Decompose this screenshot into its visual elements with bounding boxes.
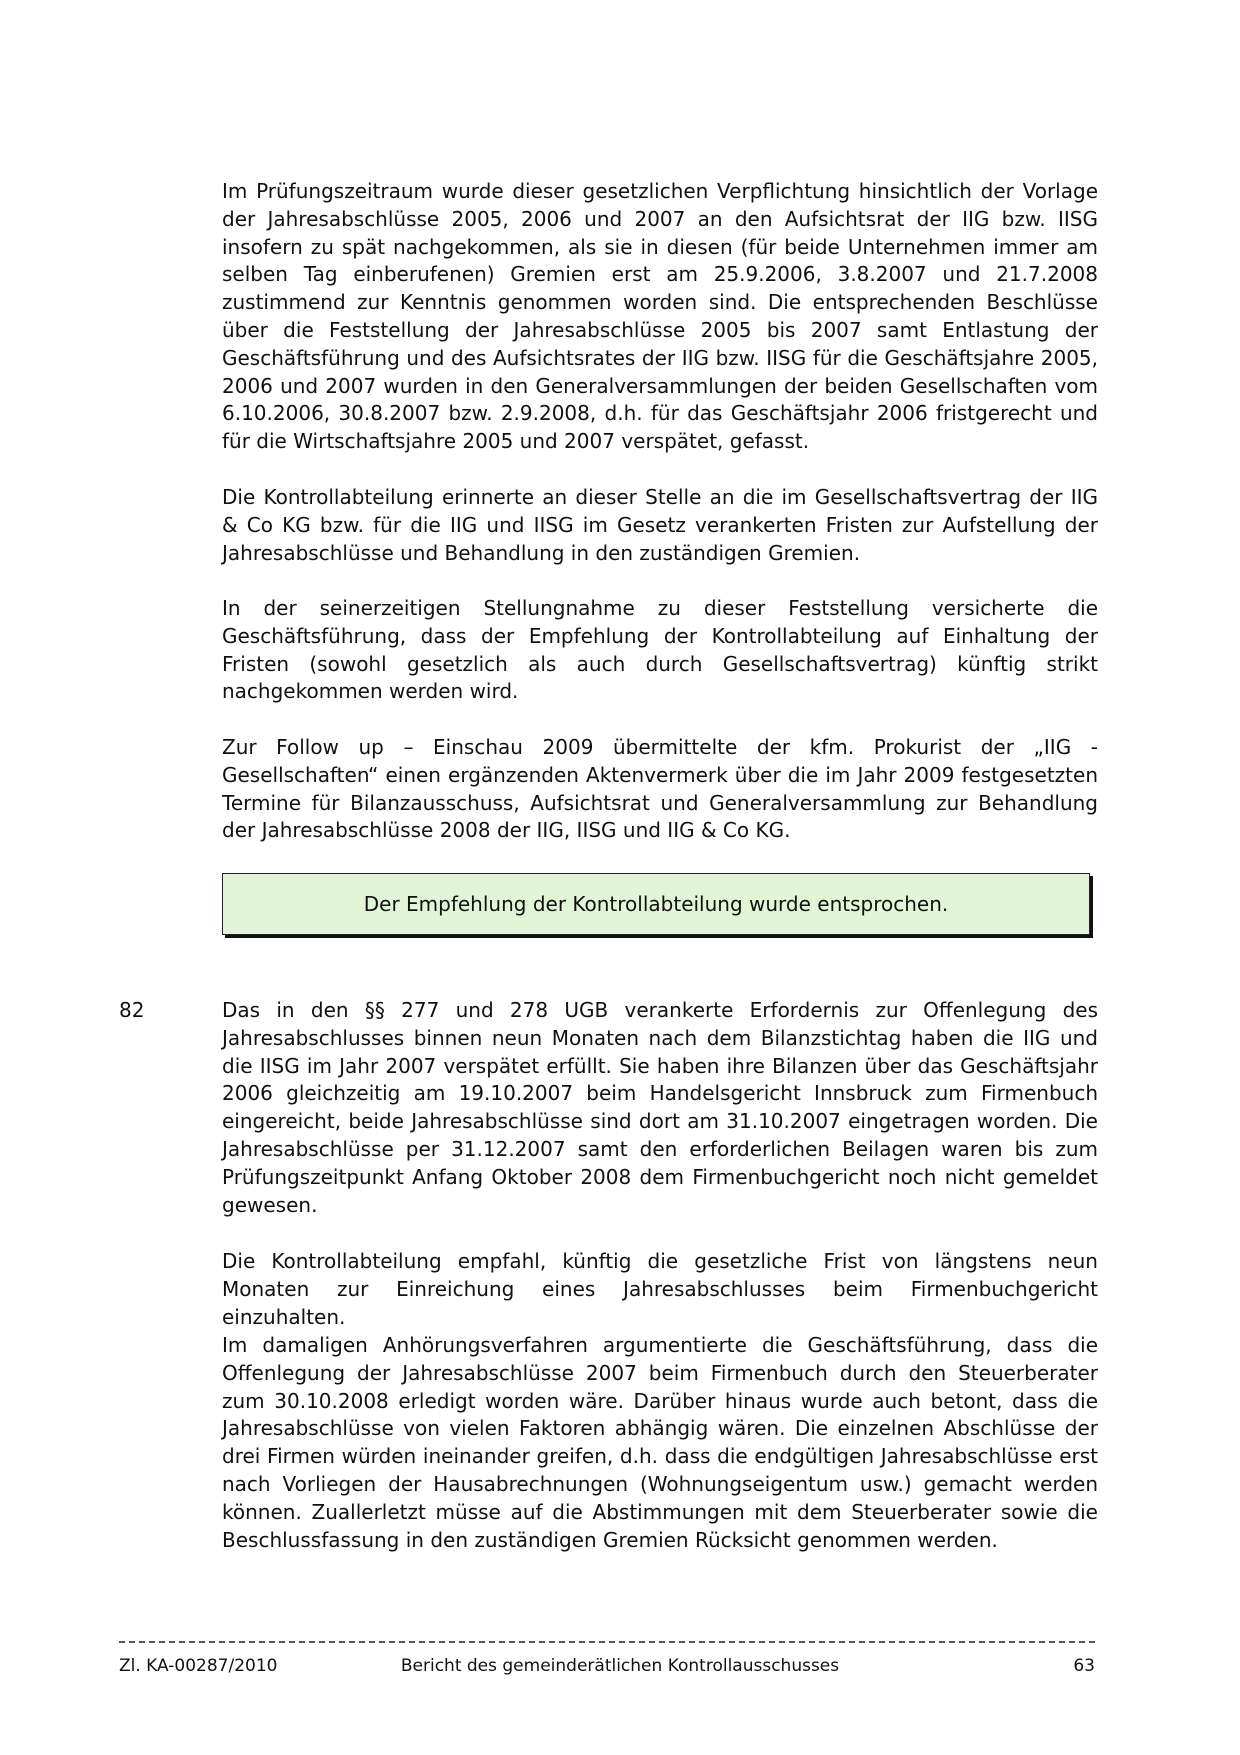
paragraph-audit-period: Im Prüfungszeitraum wurde dieser gesetzlichen Verpflichtung hinsichtlich der Vorlage der Jahresabschlüsse 2005, 2006 und 2007 an den Aufsichtsrat der IIG bzw. IISG insofern zu spät nachgekommen, als sie in diesen (für beide Unternehmen immer am selben Tag einberufenen) Gremien erst am 25.9.2006, 3.8.2007 und 21.7.2008 zustimmend zur Kenntnis genommen worden sind. Die entsprechenden Beschlüsse über die Feststellung der Jahresabschlüsse 2005 bis 2007 samt Entlastung der Geschäftsführung und des Aufsichtsrates der IIG bzw. IISG für die Geschäftsjahre 2005, 2006 und 2007 wurden in den Generalversammlungen der beiden Gesellschaften vom 6.10.2006, 30.8.2007 bzw. 2.9.2008, d.h. für das Geschäftsjahr 2006 fristgerecht und für die Wirtschaftsjahre 2005 und 2007 verspätet, gefasst. bbox=[222, 179, 1098, 454]
paragraph-disclosure-requirement: Das in den §§ 277 und 278 UGB verankerte Erfordernis zur Offenlegung des Jahresabschlusses binnen neun Monaten nach dem Bilanzstichtag haben die IIG und die IISG im Jahr 2007 verspätet erfüllt. Sie haben ihre Bilanzen über das Geschäftsjahr 2006 gleichzeitig am 19.10.2007 beim Handelsgericht Innsbruck zum Firmenbuch eingereicht, beide Jahresabschlüsse sind dort am 31.10.2007 eingetragen worden. Die Jahresabschlüsse per 31.12.2007 samt den erforderlichen Beilagen waren bis zum Prüfungszeitpunkt Anfang Oktober 2008 dem Firmenbuchgericht noch nicht gemeldet gewesen. bbox=[222, 998, 1098, 1217]
footer-divider bbox=[119, 1641, 1095, 1643]
recommendation-fulfilled-text: Der Empfehlung der Kontrollabteilung wurde entsprochen. bbox=[363, 892, 949, 916]
footer-reference: Zl. KA-00287/2010 bbox=[119, 1656, 278, 1676]
paragraph-follow-up: Zur Follow up – Einschau 2009 übermittelte der kfm. Prokurist der „IIG - Gesellschaften“ einen ergänzenden Aktenvermerk über die im Jahr 2009 festgesetzten Termine für Bilanzausschuss, Aufsichtsrat und Generalversammlung zur Behandlung der Jahresabschlüsse 2008 der IIG, IISG und IIG & Co KG. bbox=[222, 735, 1098, 843]
paragraph-recommendation-deadline: Die Kontrollabteilung empfahl, künftig die gesetzliche Frist von längstens neun Monaten zur Einreichung eines Jahresabschlusses beim Firmenbuchgericht einzuhalten. bbox=[222, 1249, 1098, 1329]
paragraph-reminder-deadlines: Die Kontrollabteilung erinnerte an dieser Stelle an die im Gesellschaftsvertrag der IIG & Co KG bzw. für die IIG und IISG im Gesetz verankerten Fristen zur Aufstellung der Jahresabschlüsse und Behandlung in den zuständigen Gremien. bbox=[222, 485, 1098, 565]
paragraph-hearing-response: Im damaligen Anhörungsverfahren argumentierte die Geschäftsführung, dass die Offenlegung der Jahresabschlüsse 2007 beim Firmenbuch durch den Steuerberater zum 30.10.2008 erledigt worden wäre. Darüber hinaus wurde auch betont, dass die Jahresabschlüsse von vielen Faktoren abhängig wären. Die einzelnen Abschlüsse der drei Firmen würden ineinander greifen, d.h. dass die endgültigen Jahresabschlüsse erst nach Vorliegen der Hausabrechnungen (Wohnungseigentum usw.) gemacht werden können. Zuallerletzt müsse auf die Abstimmungen mit dem Steuerberater sowie die Beschlussfassung in den zuständigen Gremien Rücksicht genommen werden. bbox=[222, 1333, 1098, 1552]
paragraph-management-statement: In der seinerzeitigen Stellungnahme zu dieser Feststellung versicherte die Geschäftsführung, dass der Empfehlung der Kontrollabteilung auf Einhaltung der Fristen (sowohl gesetzlich als auch durch Gesellschaftsvertrag) künftig strikt nachgekommen werden wird. bbox=[222, 596, 1098, 704]
footer-title: Bericht des gemeinderätlichen Kontrollausschusses bbox=[400, 1656, 840, 1676]
section-number: 82 bbox=[119, 998, 145, 1022]
footer-page-number: 63 bbox=[1073, 1656, 1095, 1676]
recommendation-fulfilled-box bbox=[222, 873, 1090, 935]
